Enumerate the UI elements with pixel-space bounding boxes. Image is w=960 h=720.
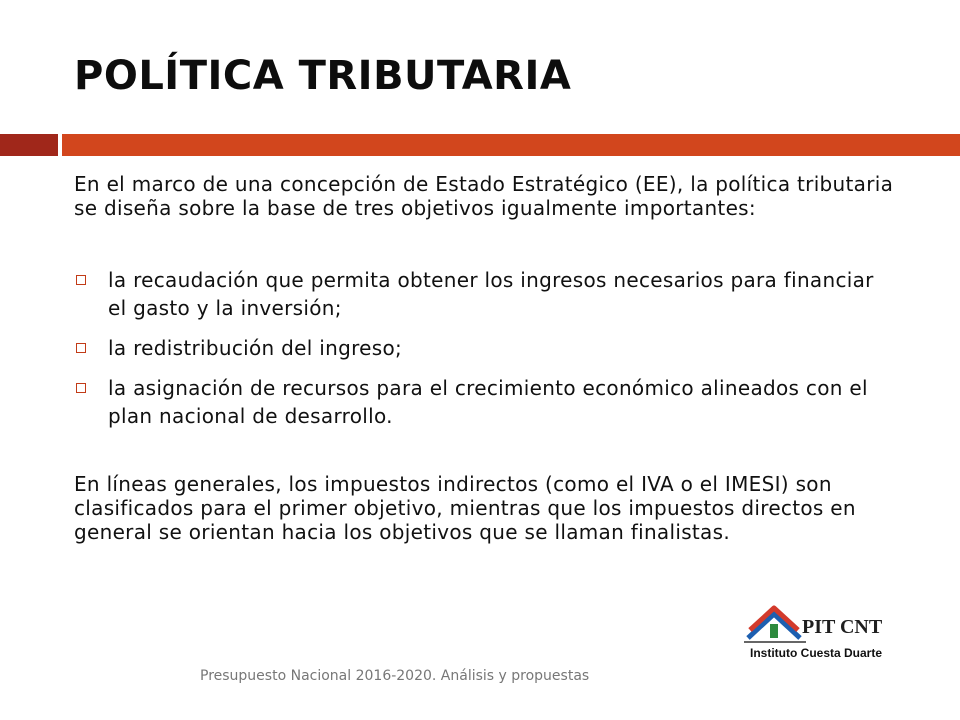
- logo-name: PIT CNT: [802, 616, 883, 638]
- square-bullet-icon: [76, 275, 86, 285]
- footer-text: Presupuesto Nacional 2016-2020. Análisis y propuestas: [200, 668, 590, 684]
- objective-text: la recaudación que permita obtener los ingresos necesarios para financiar el gasto y la inversión;: [108, 268, 874, 320]
- list-item: [74, 374, 894, 430]
- accent-bar-right: [62, 134, 960, 156]
- objective-text: la redistribución del ingreso;: [108, 336, 403, 360]
- objectives-list: [74, 266, 894, 430]
- square-bullet-icon: [76, 343, 86, 353]
- slide-title: POLÍTICA TRIBUTARIA: [74, 53, 572, 99]
- logo-subtitle: Instituto Cuesta Duarte: [750, 646, 883, 660]
- objective-text: la asignación de recursos para el crecimiento económico alineados con el plan nacional de desarrollo.: [108, 376, 868, 428]
- slide-body: [74, 172, 894, 544]
- closing-paragraph: En líneas generales, los impuestos indirectos (como el IVA o el IMESI) son clasificados para el primer objetivo, mientras que los impuestos directos en general se orientan hacia los objetivos que se llaman finalistas.: [74, 472, 856, 544]
- list-item: [74, 266, 894, 322]
- square-bullet-icon: [76, 383, 86, 393]
- intro-paragraph: En el marco de una concepción de Estado Estratégico (EE), la política tributaria se diseña sobre la base de tres objetivos igualmente importantes:: [74, 172, 894, 220]
- roof-logo-icon: [744, 602, 806, 644]
- accent-bar-left: [0, 134, 58, 156]
- list-item: [74, 334, 894, 362]
- pit-cnt-logo: [744, 600, 898, 664]
